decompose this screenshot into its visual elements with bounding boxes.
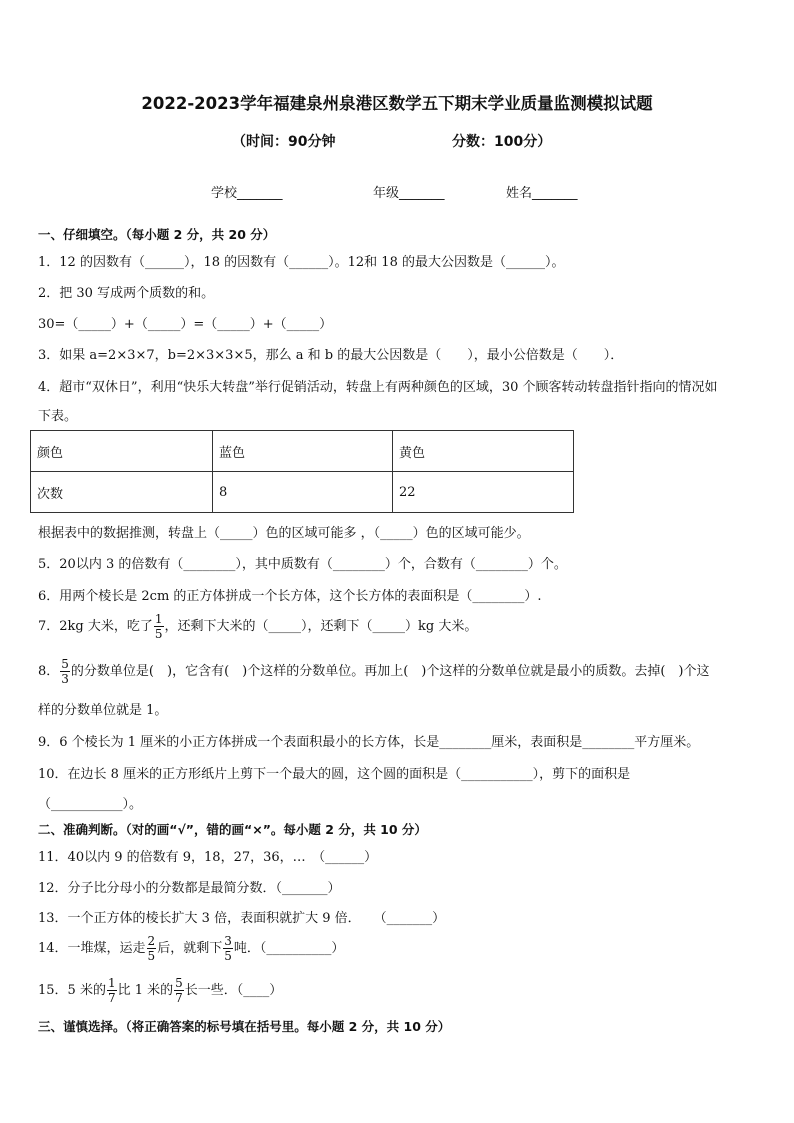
fraction-denominator: 5: [224, 949, 232, 963]
table-row: [31, 431, 574, 472]
school-field[interactable]: 学校_______: [211, 186, 283, 201]
table-cell: 次数: [31, 472, 213, 513]
question-15-part1: 15．5 米的: [38, 983, 106, 998]
fraction: [174, 976, 184, 1005]
question-8-line2: 样的分数单位就是 1。: [38, 703, 168, 718]
question-2: 2．把 30 写成两个质数的和。: [38, 286, 215, 301]
question-4-inference: 根据表中的数据推测，转盘上（_____）色的区域可能多 ，（_____）色的区域可能少。: [38, 526, 530, 541]
question-5: 5．20以内 3 的倍数有（________），其中质数有（________）个，合数有（________）个。: [38, 557, 567, 572]
question-4-line1: 4．超市“双休日”，利用“快乐大转盘”举行促销活动，转盘上有两种颜色的区域，30 个顾客转动转盘指针指向的情况如: [38, 380, 718, 395]
question-14-part1: 14．一堆煤，运走: [38, 941, 146, 956]
fraction-numerator: 1: [154, 612, 163, 626]
question-14-part2: 后，就剩下: [157, 941, 223, 956]
fraction-numerator: 2: [147, 934, 156, 948]
question-9: 9．6 个棱长为 1 厘米的小正方体拼成一个表面积最小的长方体，长是________厘米，表面积是________平方厘米。: [38, 735, 700, 750]
name-field[interactable]: 姓名_______: [506, 186, 578, 201]
question-8: [38, 657, 710, 686]
question-7-suffix: ，还剩下大米的（_____），还剩下（_____）kg 大米。: [164, 619, 478, 634]
question-7: [38, 612, 477, 641]
question-7-prefix: 7．2kg 大米，吃了: [38, 619, 153, 634]
score-label: 分数：100分）: [452, 134, 552, 150]
fraction-numerator: 5: [61, 657, 69, 671]
time-label: （时间：90分钟: [232, 134, 336, 150]
fraction-numerator: 3: [224, 934, 232, 948]
table-cell: 黄色: [393, 431, 574, 472]
table-cell: 颜色: [31, 431, 213, 472]
question-14-part3: 吨．（__________）: [233, 941, 345, 956]
fraction: [223, 934, 233, 963]
table-row: [31, 472, 574, 513]
question-15: [38, 976, 282, 1005]
section-1-heading: 一、仔细填空。（每小题 2 分，共 20 分）: [38, 227, 276, 242]
fraction: [60, 657, 70, 686]
color-count-table: [30, 430, 574, 513]
fraction-denominator: 5: [147, 949, 156, 963]
question-12: 12．分子比分母小的分数都是最简分数．（_______）: [38, 881, 341, 896]
page-title: 2022-2023学年福建泉州泉港区数学五下期末学业质量监测模拟试题: [141, 94, 653, 113]
question-2-equation: 30=（_____）+（_____）=（_____）+（_____）: [38, 317, 333, 332]
fraction-numerator: 1: [107, 976, 116, 990]
question-13: 13．一个正方体的棱长扩大 3 倍，表面积就扩大 9 倍． （_______）: [38, 911, 446, 926]
grade-field[interactable]: 年级_______: [373, 186, 445, 201]
fraction-denominator: 7: [107, 991, 116, 1005]
question-11: 11．40以内 9 的倍数有 9，18，27，36，… （______）: [38, 850, 378, 865]
question-10: 10．在边长 8 厘米的正方形纸片上剪下一个最大的圆，这个圆的面积是（___________），剪下的面积是: [38, 767, 631, 782]
question-8-suffix: 的分数单位是( )，它含有( )个这样的分数单位。再加上( )个这样的分数单位就是最小的质数。去掉( )个这: [70, 664, 710, 679]
section-2-heading: 二、准确判断。（对的画“√”，错的画“×”。每小题 2 分，共 10 分）: [38, 822, 427, 837]
fraction: [154, 612, 164, 641]
table-cell: 蓝色: [213, 431, 393, 472]
table-cell: 8: [213, 472, 393, 513]
fraction-numerator: 5: [175, 976, 183, 990]
fraction: [147, 934, 157, 963]
question-1: 1．12 的因数有（______），18 的因数有（______）。12和 18 的最大公因数是（______）。: [38, 255, 565, 270]
fraction-denominator: 7: [175, 991, 183, 1005]
question-8-prefix: 8．: [38, 664, 60, 679]
question-4-line2: 下表。: [38, 409, 78, 424]
question-6: 6．用两个棱长是 2cm 的正方体拼成一个长方体，这个长方体的表面积是（________）.: [38, 589, 542, 604]
section-3-heading: 三、谨慎选择。（将正确答案的标号填在括号里。每小题 2 分，共 10 分）: [38, 1019, 451, 1034]
table-cell: 22: [393, 472, 574, 513]
question-15-part2: 比 1 米的: [117, 983, 174, 998]
question-10-line2: （___________）。: [38, 797, 143, 812]
question-15-part3: 长一些．（____）: [184, 983, 283, 998]
question-14: [38, 934, 344, 963]
fraction: [107, 976, 117, 1005]
fraction-denominator: 5: [154, 627, 163, 641]
question-3: 3．如果 a=2×3×7，b=2×3×3×5，那么 a 和 b 的最大公因数是（ ），最小公倍数是（ ）．: [38, 348, 624, 363]
fraction-denominator: 3: [61, 672, 69, 686]
